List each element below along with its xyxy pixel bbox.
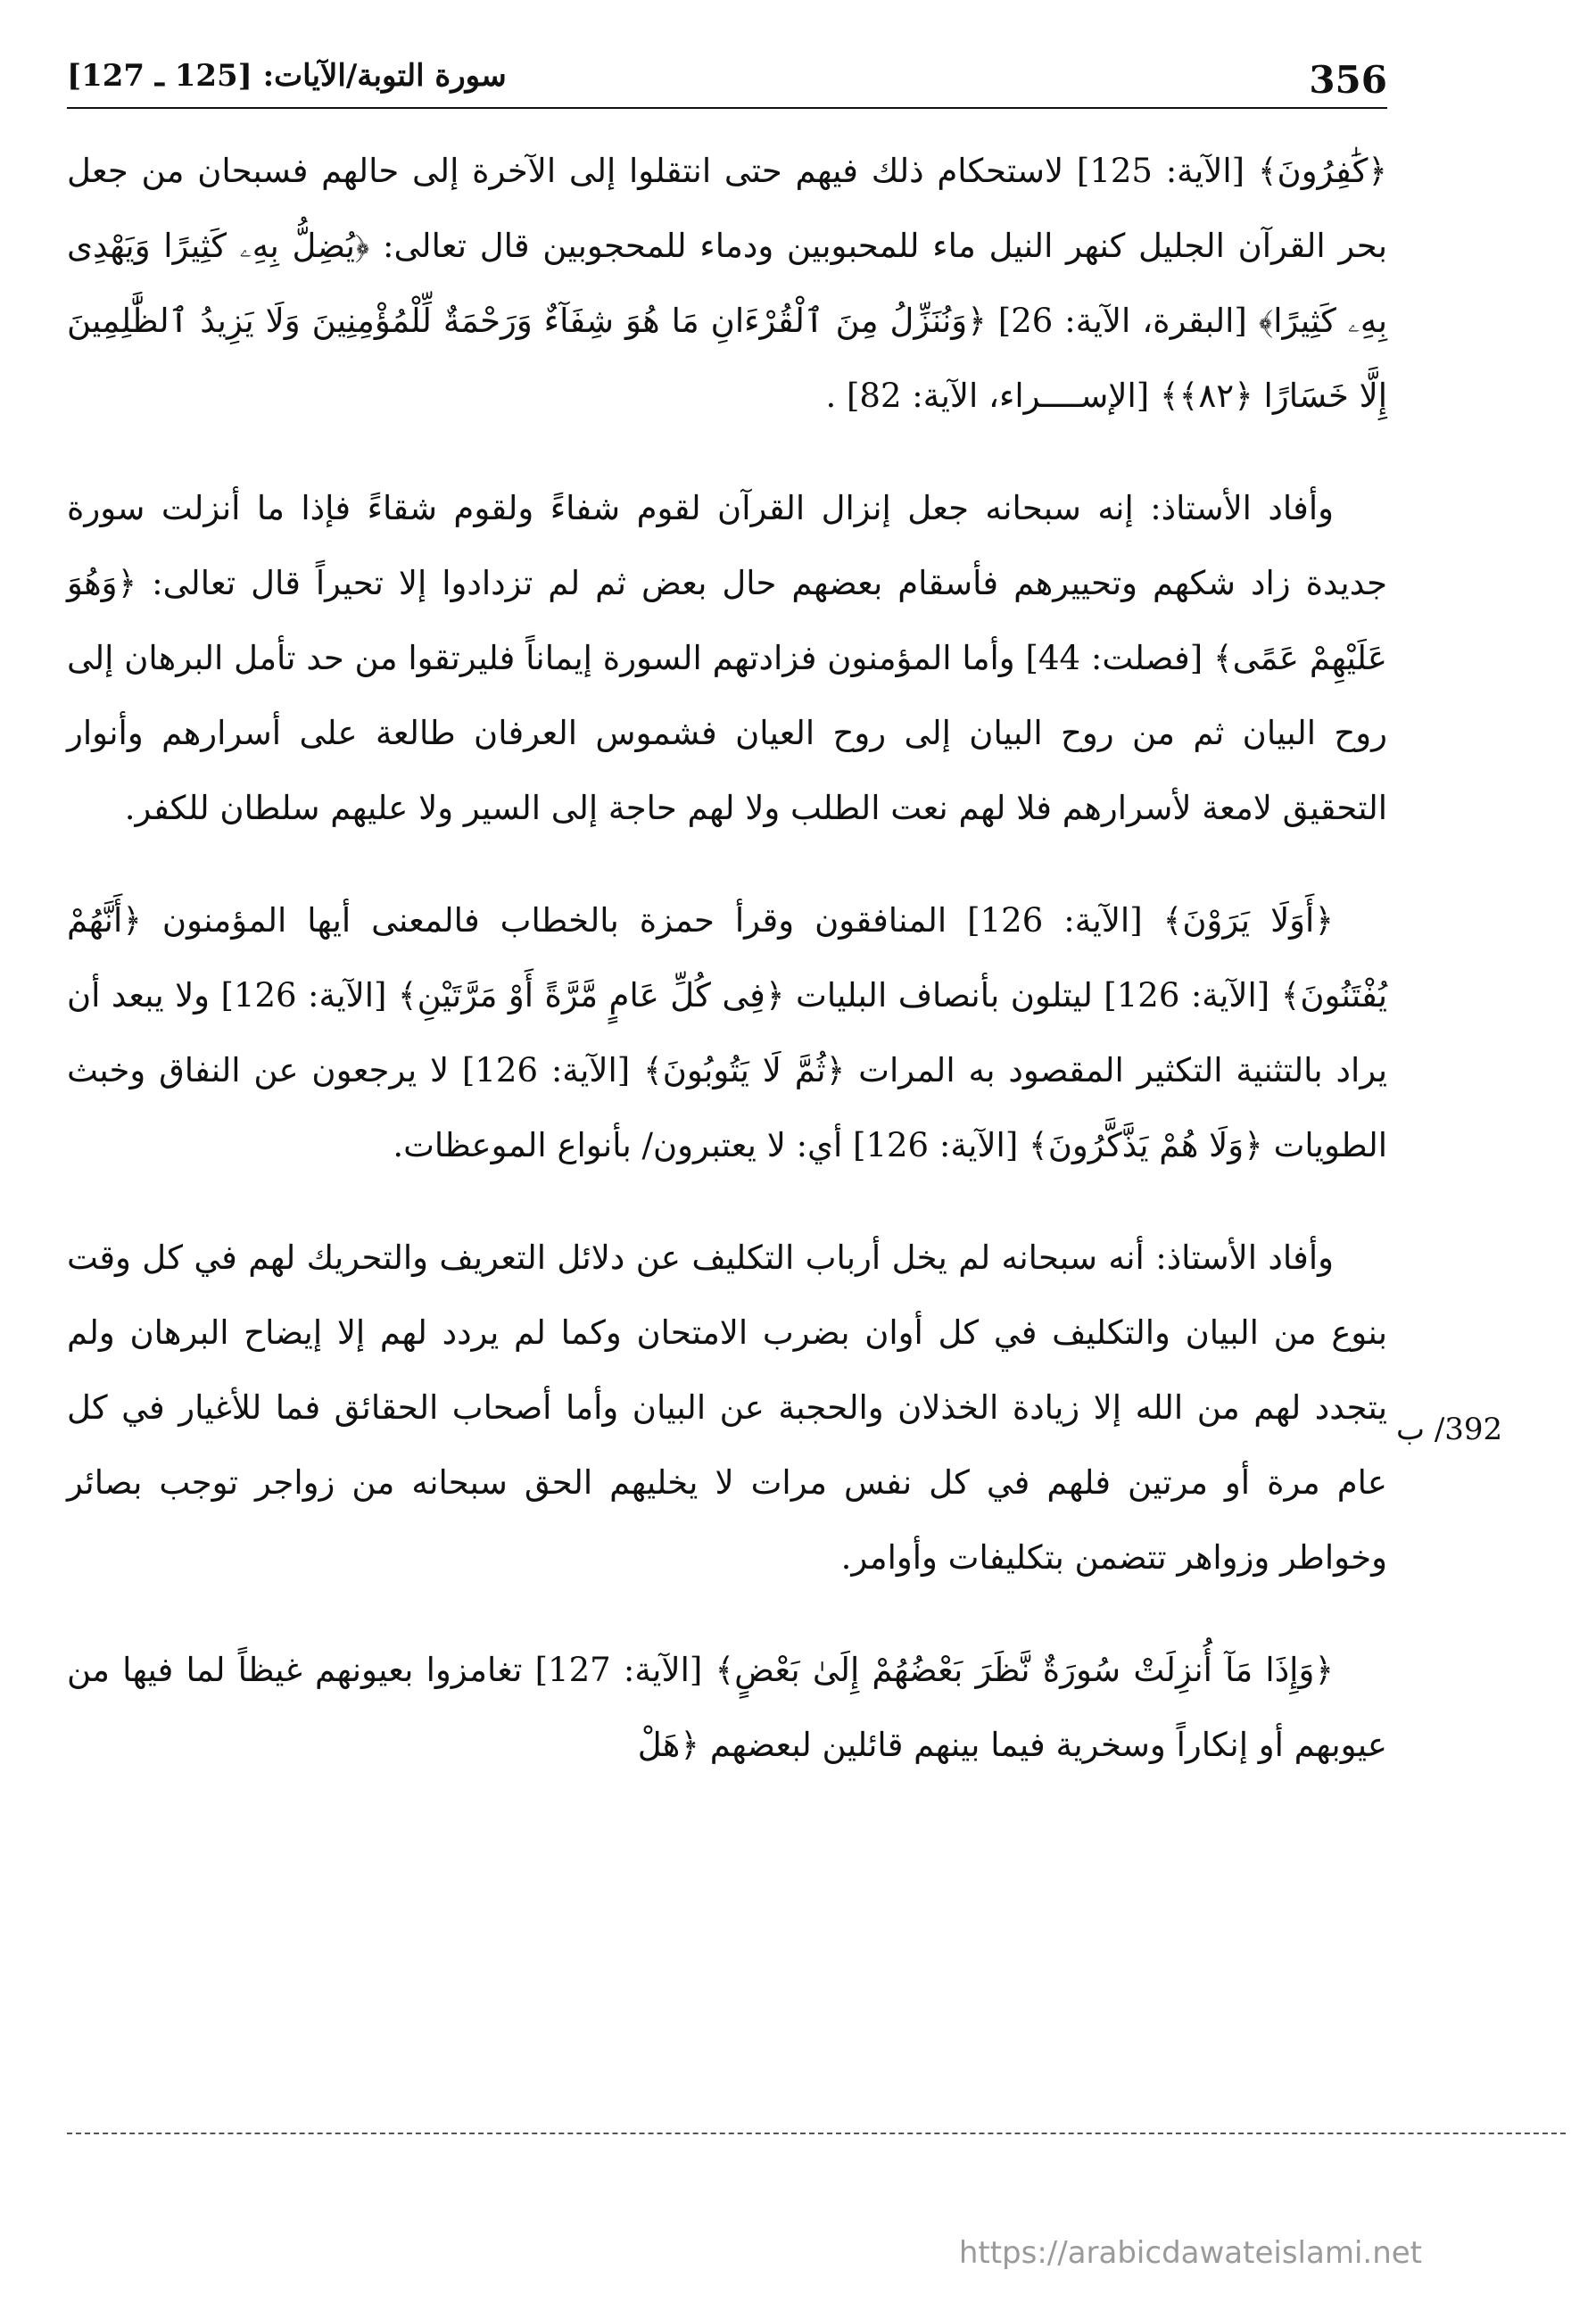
manuscript-folio-note: 392/ ب: [1396, 1412, 1503, 1447]
header-rule: [67, 107, 1387, 109]
paragraph-4: وأفاد الأستاذ: أنه سبحانه لم يخل أرباب التكليف عن دلائل التعريف والتحريك لهم في كل وقت بنوع من البيان والتكليف في كل أوان بضرب الامتحان وكما لم يردد لهم إلا إيضاح البرهان ولم يتجدد لهم من الله إلا زيادة الخذلان والحجبة عن البيان وأما أصحاب الحقائق فما للأغيار في كل عام مرة أو مرتين فلهم في كل نفس مرات لا يخليهم الحق سبحانه من زواجر توجب بصائر وخواطر وزواهر تتضمن بتكليفات وأوامر.: [67, 1238, 1387, 1577]
footer-rule: [67, 2133, 1566, 2134]
running-head: سورة التوبة/الآيات: [125 ـ 127]: [67, 58, 507, 94]
watermark-url: https://arabicdawateislami.net: [958, 2235, 1422, 2271]
page-body: [67, 134, 1387, 1820]
paragraph-1: ﴿كَٰفِرُونَ﴾ [الآية: 125] لاستحكام ذلك فيهم حتى انتقلوا إلى الآخرة إلى حالهم فسبحان من جعل بحر القرآن الجليل كنهر النيل ماء للمحبوبين ودماء للمحجوبين قال تعالى: ﴿يُضِلُّ بِهِۦ كَثِيرًا وَيَهْدِى بِهِۦ كَثِيرًا﴾ [البقرة، الآية: 26] ﴿وَنُنَزِّلُ مِنَ ٱلْقُرْءَانِ مَا هُوَ شِفَآءٌ وَرَحْمَةٌ لِّلْمُؤْمِنِينَ وَلَا يَزِيدُ ٱلظَّٰلِمِينَ إِلَّا خَسَارًا ﴿٨٢﴾﴾ [الإســــراء، الآية: 82] .: [67, 152, 1388, 415]
paragraph-5: ﴿وَإِذَا مَآ أُنزِلَتْ سُورَةٌ نَّظَرَ بَعْضُهُمْ إِلَىٰ بَعْضٍ﴾ [الآية: 127] تغامزوا بعيونهم غيظاً لما فيها من عيوبهم أو إنكاراً وسخرية فيما بينهم قائلين لبعضهم ﴿هَلْ: [67, 1651, 1387, 1764]
page-number: 356: [1309, 58, 1387, 102]
paragraph-3: ﴿أَوَلَا يَرَوْنَ﴾ [الآية: 126] المنافقون وقرأ حمزة بالخطاب فالمعنى أيها المؤمنون ﴿أَنَّهُمْ يُفْتَنُونَ﴾ [الآية: 126] ليتلون بأنصاف البليات ﴿فِى كُلِّ عَامٍ مَّرَّةً أَوْ مَرَّتَيْنِ﴾ [الآية: 126] ولا يبعد أن يراد بالتثنية التكثير المقصود به المرات ﴿ثُمَّ لَا يَتُوبُونَ﴾ [الآية: 126] لا يرجعون عن النفاق وخبث الطويات ﴿وَلَا هُمْ يَذَّكَّرُونَ﴾ [الآية: 126] أي: لا يعتبرون/ بأنواع الموعظات.: [67, 901, 1388, 1164]
paragraph-2: وأفاد الأستاذ: إنه سبحانه جعل إنزال القرآن لقوم شفاءً ولقوم شقاءً فإذا ما أنزلت سورة جديدة زاد شكهم وتحييرهم فأسقام بعضهم حال بعض ثم لم تزدادوا إلا تحيراً قال تعالى: ﴿وَهُوَ عَلَيْهِمْ عَمًى﴾ [فصلت: 44] وأما المؤمنون فزادتهم السورة إيماناً فليرتقوا من حد تأمل البرهان إلى روح البيان ثم من روح البيان إلى روح العيان فشموس العرفان طالعة على أسرارهم وأنوار التحقيق لامعة لأسرارهم فلا لهم نعت الطلب ولا لهم حاجة إلى السير ولا عليهم سلطان للكفر.: [67, 489, 1387, 827]
page-header: [67, 49, 1387, 112]
